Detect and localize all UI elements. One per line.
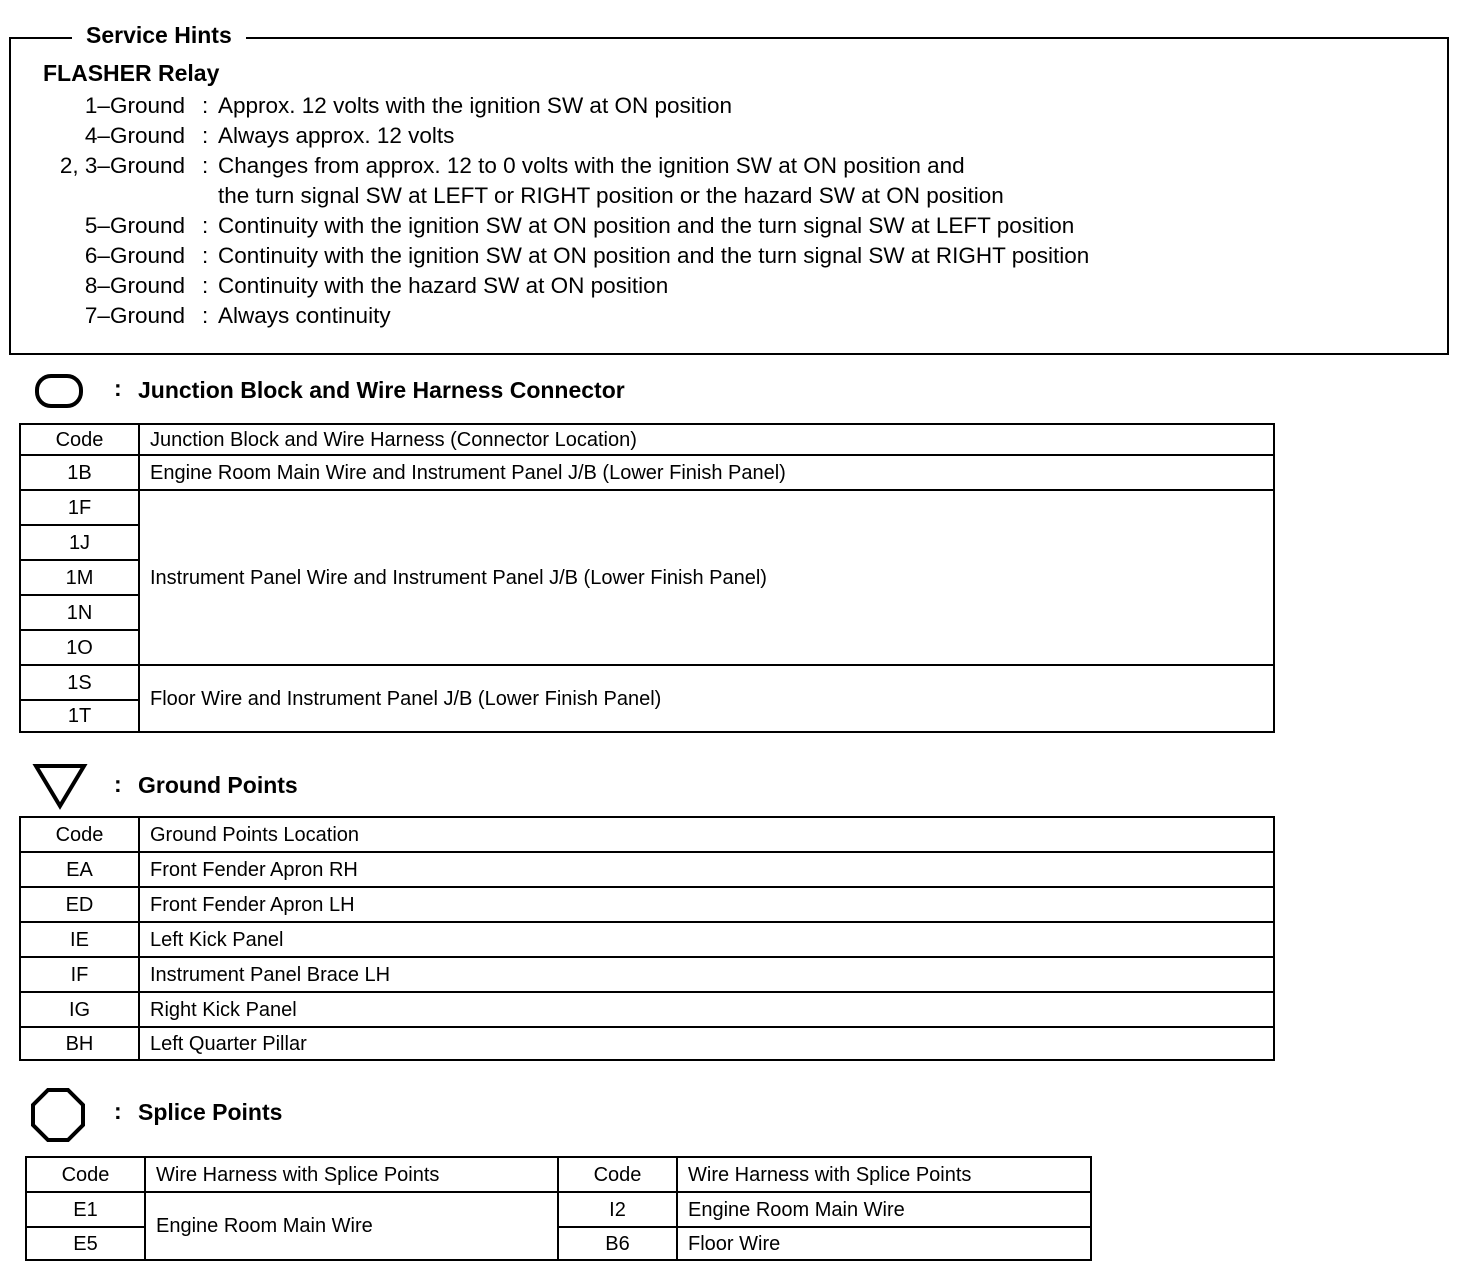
- hint-row: [0, 151, 1440, 181]
- description-cell: Engine Room Main Wire and Instrument Panel J/B (Lower Finish Panel): [139, 455, 1274, 490]
- header-description: Wire Harness with Splice Points: [677, 1157, 1091, 1192]
- splice-colon: :: [114, 1098, 122, 1124]
- hint-pins: 8–Ground: [84, 273, 185, 298]
- hint-row: [0, 271, 1440, 301]
- code-cell: 1S: [20, 665, 139, 700]
- hint-description: Changes from approx. 12 to 0 volts with the ignition SW at ON position and: [218, 153, 965, 178]
- hint-row: [0, 181, 1440, 211]
- header-code: Code: [26, 1157, 145, 1192]
- code-cell: 1B: [20, 455, 139, 490]
- triangle-down-icon: [32, 762, 88, 810]
- hint-separator: :: [202, 273, 209, 298]
- table-row: [20, 490, 1274, 525]
- header-code: Code: [558, 1157, 677, 1192]
- hint-separator: :: [202, 123, 209, 148]
- table-row: [20, 887, 1274, 922]
- hint-description: Always continuity: [218, 303, 391, 328]
- header-description: Ground Points Location: [139, 817, 1274, 852]
- header-code: Code: [20, 424, 139, 455]
- hint-description: Continuity with the ignition SW at ON position and the turn signal SW at RIGHT position: [218, 243, 1090, 268]
- table-row: [20, 957, 1274, 992]
- header-code: Code: [20, 817, 139, 852]
- hint-pins: 7–Ground: [84, 303, 185, 328]
- description-cell: Instrument Panel Wire and Instrument Panel J/B (Lower Finish Panel): [139, 490, 1274, 665]
- description-cell: Floor Wire: [677, 1227, 1091, 1260]
- hint-description: Continuity with the hazard SW at ON position: [218, 273, 669, 298]
- hint-description: Always approx. 12 volts: [218, 123, 455, 148]
- junction-colon: :: [114, 375, 122, 401]
- description-cell: Engine Room Main Wire: [677, 1192, 1091, 1227]
- table-row: [20, 455, 1274, 490]
- description-cell: Floor Wire and Instrument Panel J/B (Lower Finish Panel): [139, 665, 1274, 732]
- hint-description: Approx. 12 volts with the ignition SW at ON position: [218, 93, 732, 118]
- description-cell: Front Fender Apron RH: [139, 852, 1274, 887]
- junction-table: [19, 423, 1275, 733]
- splice-table: [25, 1156, 1092, 1261]
- hint-row: [0, 91, 1440, 121]
- code-cell: 1F: [20, 490, 139, 525]
- table-row: [20, 992, 1274, 1027]
- description-cell: Right Kick Panel: [139, 992, 1274, 1027]
- description-cell: Left Quarter Pillar: [139, 1027, 1274, 1060]
- table-row: [26, 1192, 1091, 1227]
- service-hints-legend: Service Hints: [72, 20, 246, 50]
- table-row: [20, 1027, 1274, 1060]
- code-cell: 1T: [20, 700, 139, 732]
- code-cell: 1M: [20, 560, 139, 595]
- flasher-relay-title: FLASHER Relay: [43, 60, 220, 86]
- hint-pins: 6–Ground: [84, 243, 185, 268]
- code-cell: IF: [20, 957, 139, 992]
- hint-pins: 5–Ground: [84, 213, 185, 238]
- hint-pins: 1–Ground: [84, 93, 185, 118]
- splice-section-title: Splice Points: [138, 1099, 283, 1125]
- junction-section-title: Junction Block and Wire Harness Connector: [138, 377, 625, 403]
- hint-row: [0, 241, 1440, 271]
- code-cell: 1J: [20, 525, 139, 560]
- description-cell: Left Kick Panel: [139, 922, 1274, 957]
- table-row: [20, 665, 1274, 700]
- hint-separator: :: [202, 93, 209, 118]
- description-cell: Front Fender Apron LH: [139, 887, 1274, 922]
- code-cell: E1: [26, 1192, 145, 1227]
- code-cell: ED: [20, 887, 139, 922]
- hint-pins: 4–Ground: [84, 123, 185, 148]
- table-row: [20, 922, 1274, 957]
- rounded-rectangle-icon: [34, 373, 84, 409]
- hint-pins: 2, 3–Ground: [59, 153, 185, 178]
- hint-row: [0, 121, 1440, 151]
- code-cell: E5: [26, 1227, 145, 1260]
- hint-separator: :: [202, 303, 209, 328]
- description-cell: Engine Room Main Wire: [145, 1192, 558, 1260]
- table-header-row: [20, 817, 1274, 852]
- table-header-row: [20, 424, 1274, 455]
- hint-separator: :: [202, 153, 209, 178]
- code-cell: IE: [20, 922, 139, 957]
- hint-separator: :: [202, 243, 209, 268]
- code-cell: I2: [558, 1192, 677, 1227]
- header-description: Wire Harness with Splice Points: [145, 1157, 558, 1192]
- hint-row: [0, 301, 1440, 331]
- ground-colon: :: [114, 771, 122, 797]
- code-cell: 1O: [20, 630, 139, 665]
- code-cell: BH: [20, 1027, 139, 1060]
- hint-separator: :: [202, 213, 209, 238]
- table-row: [20, 852, 1274, 887]
- ground-section-title: Ground Points: [138, 772, 298, 798]
- hint-description: the turn signal SW at LEFT or RIGHT position or the hazard SW at ON position: [218, 183, 1004, 208]
- header-description: Junction Block and Wire Harness (Connector Location): [139, 424, 1274, 455]
- description-cell: Instrument Panel Brace LH: [139, 957, 1274, 992]
- code-cell: IG: [20, 992, 139, 1027]
- ground-table: [19, 816, 1275, 1061]
- octagon-icon: [30, 1087, 86, 1143]
- hint-row: [0, 211, 1440, 241]
- table-header-row: [26, 1157, 1091, 1192]
- code-cell: B6: [558, 1227, 677, 1260]
- code-cell: EA: [20, 852, 139, 887]
- hint-description: Continuity with the ignition SW at ON position and the turn signal SW at LEFT position: [218, 213, 1075, 238]
- code-cell: 1N: [20, 595, 139, 630]
